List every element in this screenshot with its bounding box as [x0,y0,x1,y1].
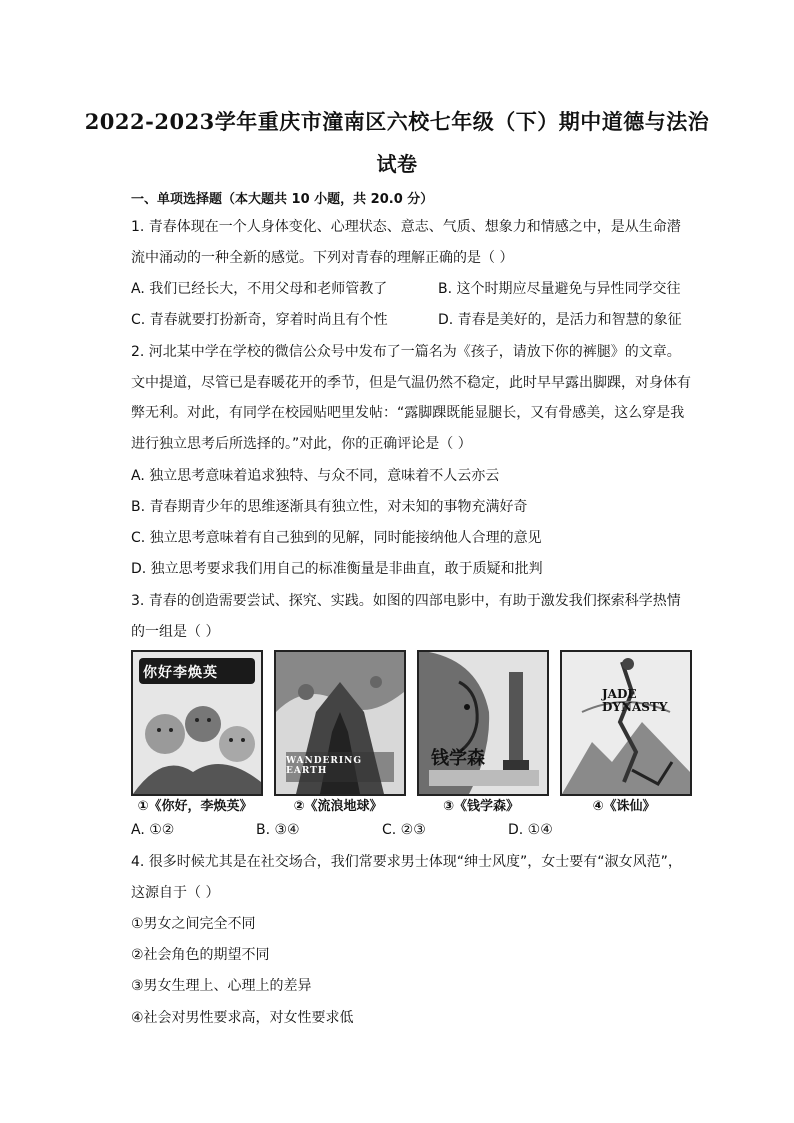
q4-statement-2: ②社会角色的期望不同 [131,947,270,963]
q2-stem-line4: 进行独立思考后所选择的。”对此，你的正确评论是（ ） [131,436,472,452]
q4-statement-3: ③男女生理上、心理上的差异 [131,978,312,994]
q2-option-d: D. 独立思考要求我们用自己的标准衡量是非曲直，敢于质疑和批判 [131,561,543,577]
poster-hello-mom-image [131,650,263,796]
q3-stem-line2: 的一组是（ ） [131,624,220,640]
poster-qian-xuesen-image [417,650,549,796]
poster3-title: 钱学森 [431,748,485,769]
q1-stem-line2: 流中涌动的一种全新的感觉。下列对青春的理解正确的是（ ） [131,250,514,266]
q4-statement-1: ①男女之间完全不同 [131,916,256,932]
q4-stem-line1: 4. 很多时候尤其是在社交场合，我们常要求男士体现“绅士风度”，女士要有“淑女风范”， [131,854,682,870]
poster1-caption: ①《你好，李焕英》 [137,799,253,814]
poster2-title: WANDERING EARTH [286,756,363,776]
q3-option-a: A. ①② [131,822,175,838]
exam-title-line1: 2022-2023学年重庆市潼南区六校七年级（下）期中道德与法治 [84,109,710,134]
q1-option-c: C. 青春就要打扮新奇，穿着时尚且有个性 [131,312,388,328]
poster4-caption: ④《诛仙》 [592,799,656,814]
q1-option-a: A. 我们已经长大，不用父母和老师管教了 [131,281,388,297]
q3-option-d: D. ①④ [508,822,553,838]
q4-statement-4: ④社会对男性要求高，对女性要求低 [131,1010,354,1026]
q3-stem-line1: 3. 青春的创造需要尝试、探究、实践。如图的四部电影中，有助于激发我们探索科学热情 [131,593,681,609]
movie-posters [131,650,671,815]
q2-option-b: B. 青春期青少年的思维逐渐具有独立性，对未知的事物充满好奇 [131,499,528,515]
poster-jade-dynasty-image [560,650,692,796]
q1-option-d: D. 青春是美好的，是活力和智慧的象征 [438,312,682,328]
poster3-caption: ③《钱学森》 [442,799,519,814]
section-heading: 一、单项选择题（本大题共 10 小题，共 20.0 分） [131,192,434,207]
q2-option-c: C. 独立思考意味着有自己独到的见解，同时能接纳他人合理的意见 [131,530,542,546]
q2-stem-line2: 文中提道，尽管已是春暖花开的季节，但是气温仍然不稳定，此时早早露出脚踝，对身体有 [131,375,691,391]
q2-stem-line1: 2. 河北某中学在学校的微信公众号中发布了一篇名为《孩子，请放下你的裤腿》的文章。 [131,344,681,360]
q4-stem-line2: 这源自于（ ） [131,885,220,901]
poster4-title: JADE DYNASTY [602,687,668,714]
poster2-caption: ②《流浪地球》 [293,799,383,814]
q2-stem-line3: 弊无利。对此，有同学在校园贴吧里发帖：“露脚踝既能显腿长，又有骨感美，这么穿是我 [131,405,685,421]
q1-option-b: B. 这个时期应尽量避免与异性同学交往 [438,281,681,297]
poster1-title: 你好李焕英 [143,665,218,681]
q3-option-c: C. ②③ [382,822,426,838]
q1-stem-line1: 1. 青春体现在一个人身体变化、心理状态、意志、气质、想象力和情感之中，是从生命潜 [131,219,681,235]
poster-wandering-earth-image [274,650,406,796]
exam-title-line2: 试卷 [376,152,418,176]
q2-option-a: A. 独立思考意味着追求独特、与众不同，意味着不人云亦云 [131,468,500,484]
q3-option-b: B. ③④ [256,822,300,838]
